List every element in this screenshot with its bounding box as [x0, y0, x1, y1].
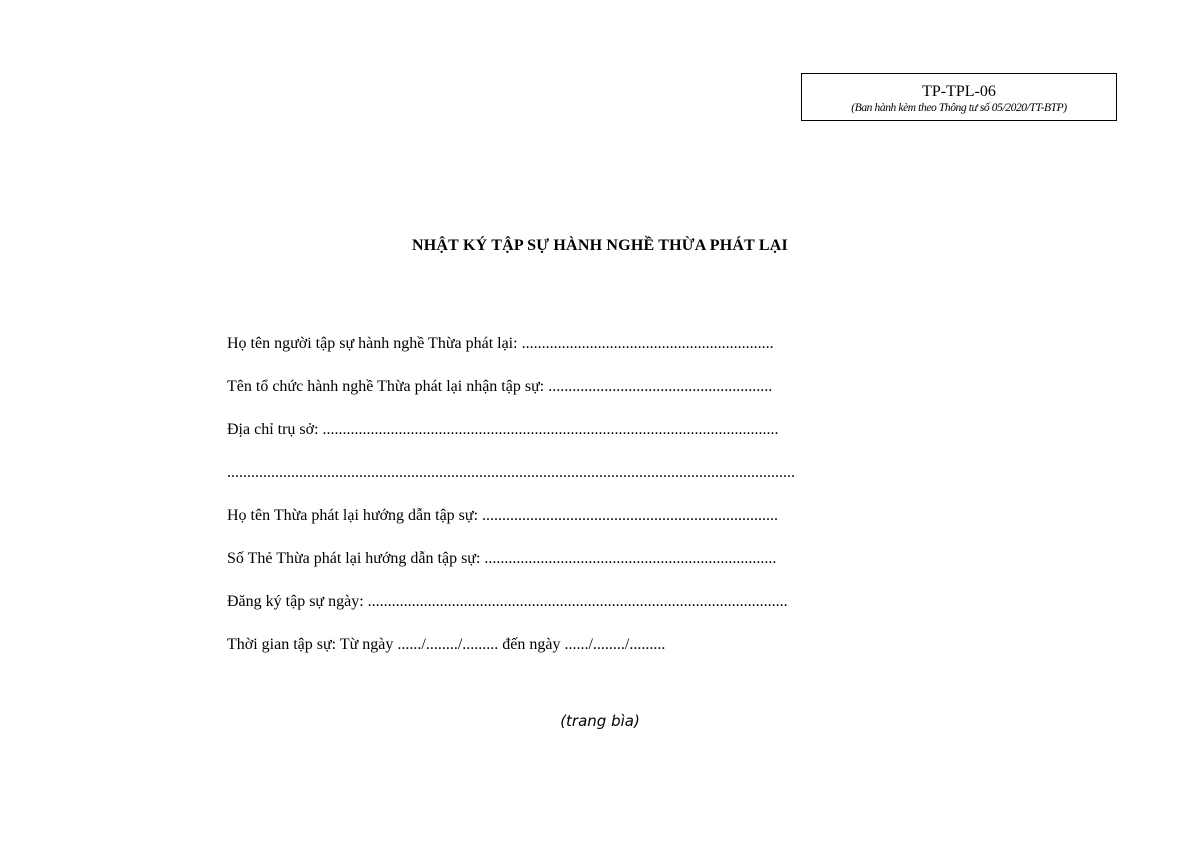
- cover-page-note: (trang bìa): [560, 712, 640, 730]
- form-code: TP-TPL-06: [922, 83, 996, 100]
- form-code-box: [801, 73, 1117, 121]
- field-trainee-name: Họ tên người tập sự hành nghề Thừa phát lại: ...............................................................: [227, 335, 774, 352]
- field-list: [227, 334, 927, 678]
- field-supervisor-name: Họ tên Thừa phát lại hướng dẫn tập sự: ..........................................................................: [227, 507, 779, 524]
- field-training-period: Thời gian tập sự: Từ ngày ....../......../......... đến ngày ....../......../.........: [227, 636, 666, 653]
- document-title: NHẬT KÝ TẬP SỰ HÀNH NGHỀ THỪA PHÁT LẠI: [412, 237, 788, 254]
- field-office-address: Địa chỉ trụ sở: ..................................................................................................................: [227, 421, 779, 438]
- field-office-address-continued: ..............................................................................................................................................: [227, 464, 795, 481]
- field-supervisor-card-number: Số Thẻ Thừa phát lại hướng dẫn tập sự: .........................................................................: [227, 550, 777, 567]
- field-registration-date: Đăng ký tập sự ngày: .........................................................................................................: [227, 593, 788, 610]
- field-organization-name: Tên tổ chức hành nghề Thừa phát lại nhận tập sự: ........................................................: [227, 378, 773, 395]
- form-basis-note: (Ban hành kèm theo Thông tư số 05/2020/TT-BTP): [851, 102, 1067, 114]
